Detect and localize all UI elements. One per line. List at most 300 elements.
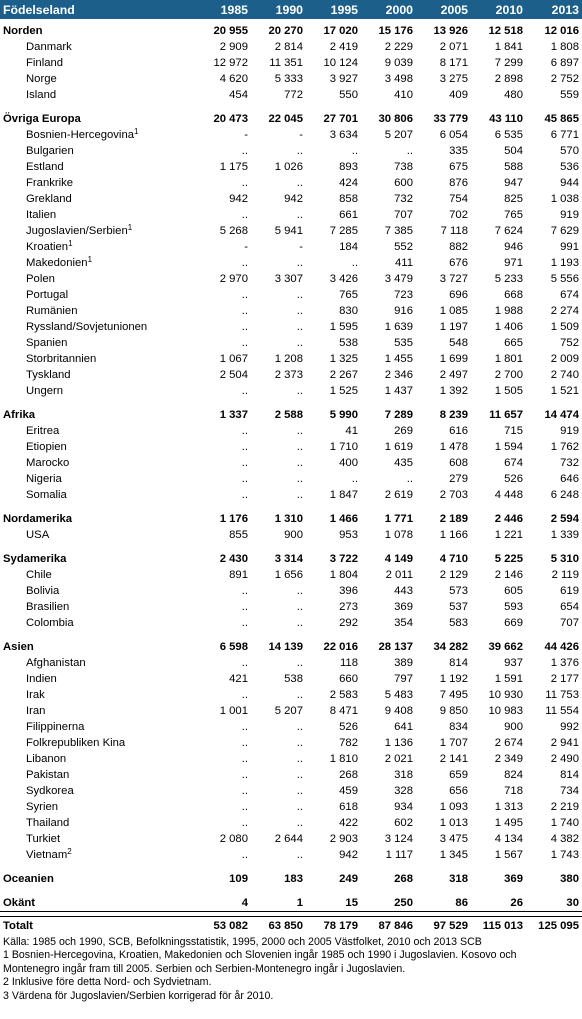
value-cell: 919 bbox=[560, 425, 579, 437]
row-label-text: Tyskland bbox=[26, 369, 71, 381]
country-row bbox=[0, 527, 582, 543]
value-cell: 608 bbox=[449, 457, 468, 469]
value-cell: 45 865 bbox=[544, 113, 579, 125]
value-cell: 605 bbox=[504, 585, 523, 597]
value-cell: 1 847 bbox=[329, 489, 358, 501]
header-year: 2013 bbox=[551, 2, 579, 17]
value-cell: .. bbox=[351, 257, 358, 269]
value-cell: 4 bbox=[196, 895, 251, 912]
value-cell: 1 221 bbox=[494, 529, 523, 541]
value-cell: .. bbox=[296, 385, 303, 397]
value-cell: .. bbox=[241, 785, 248, 797]
row-label bbox=[0, 719, 196, 735]
value-cell: 8 471 bbox=[329, 705, 358, 717]
value-cell: 855 bbox=[229, 529, 248, 541]
value-cell: 2 588 bbox=[274, 409, 303, 421]
value-cell: 2 419 bbox=[329, 41, 358, 53]
value-cell: 422 bbox=[339, 817, 358, 829]
country-row bbox=[0, 287, 582, 303]
value-cell: 1 026 bbox=[274, 161, 303, 173]
country-row bbox=[0, 847, 582, 863]
value-cell: 7 385 bbox=[384, 225, 413, 237]
value-cell: 2 941 bbox=[550, 737, 579, 749]
value-cell: 7 289 bbox=[384, 409, 413, 421]
value-cell: 4 134 bbox=[494, 833, 523, 845]
row-label bbox=[0, 639, 196, 655]
value-cell: 1 193 bbox=[550, 257, 579, 269]
value-cell: 876 bbox=[449, 177, 468, 189]
country-row bbox=[0, 783, 582, 799]
value-cell: 7 118 bbox=[440, 225, 468, 237]
value-cell: 2 674 bbox=[494, 737, 523, 749]
value-cell: 1 038 bbox=[550, 193, 579, 205]
value-cell: .. bbox=[406, 145, 413, 157]
value-cell: 9 850 bbox=[439, 705, 468, 717]
country-row bbox=[0, 191, 582, 207]
value-cell: 2 903 bbox=[329, 833, 358, 845]
value-cell: 5 310 bbox=[550, 553, 579, 565]
row-label-text: Portugal bbox=[26, 289, 69, 301]
value-cell: .. bbox=[296, 817, 303, 829]
value-cell: 754 bbox=[449, 193, 468, 205]
value-cell: 380 bbox=[560, 873, 579, 885]
value-cell: 1 495 bbox=[494, 817, 523, 829]
row-label bbox=[0, 527, 196, 543]
value-cell: .. bbox=[241, 145, 248, 157]
row-label-text: Vietnam bbox=[26, 849, 68, 861]
value-cell: 22 045 bbox=[268, 113, 303, 125]
value-cell: 2 373 bbox=[274, 369, 303, 381]
value-cell: 616 bbox=[449, 425, 468, 437]
row-label bbox=[0, 439, 196, 455]
value-cell: 1 762 bbox=[550, 441, 579, 453]
header-year: 1995 bbox=[330, 2, 358, 17]
value-cell: .. bbox=[241, 289, 248, 301]
header-year: 1985 bbox=[220, 2, 248, 17]
value-cell: 335 bbox=[449, 145, 468, 157]
value-cell: 1 771 bbox=[384, 513, 413, 525]
country-row bbox=[0, 239, 582, 255]
row-label-text: Danmark bbox=[26, 41, 72, 53]
value-cell: 8 171 bbox=[439, 57, 468, 69]
value-cell: 656 bbox=[449, 785, 468, 797]
footnote-line: 3 Värdena för Jugoslavien/Serbien korrigerad för år 2010. bbox=[3, 989, 274, 1002]
header-year: 2005 bbox=[440, 2, 468, 17]
value-cell: 3 275 bbox=[439, 73, 468, 85]
value-cell: .. bbox=[296, 769, 303, 781]
value-cell: 20 270 bbox=[268, 25, 303, 37]
value-cell: - bbox=[244, 241, 248, 253]
value-cell: 125 095 bbox=[526, 917, 582, 935]
value-cell: 39 662 bbox=[488, 641, 523, 653]
value-cell: 1 013 bbox=[439, 817, 468, 829]
value-cell: .. bbox=[241, 425, 248, 437]
row-label bbox=[0, 207, 196, 223]
unknown-row bbox=[0, 895, 582, 912]
value-cell: 718 bbox=[504, 785, 523, 797]
value-cell: 1 392 bbox=[439, 385, 468, 397]
value-cell: 14 474 bbox=[544, 409, 579, 421]
value-cell: 5 333 bbox=[274, 73, 303, 85]
value-cell: 1 337 bbox=[219, 409, 248, 421]
row-label-text: Afghanistan bbox=[26, 657, 86, 669]
country-row bbox=[0, 255, 582, 271]
value-cell: 12 972 bbox=[213, 57, 248, 69]
row-label-text: Libanon bbox=[26, 753, 67, 765]
value-cell: 916 bbox=[394, 305, 413, 317]
row-label-text: Norge bbox=[26, 73, 57, 85]
value-cell: .. bbox=[241, 753, 248, 765]
country-row bbox=[0, 687, 582, 703]
value-cell: 824 bbox=[504, 769, 523, 781]
value-cell: 409 bbox=[449, 89, 468, 101]
row-label-text: Etiopien bbox=[26, 441, 67, 453]
value-cell: 5 207 bbox=[384, 129, 413, 141]
country-row bbox=[0, 615, 582, 631]
row-label-text: Eritrea bbox=[26, 425, 60, 437]
value-cell: 1 136 bbox=[384, 737, 413, 749]
row-label-text: Grekland bbox=[26, 193, 72, 205]
value-cell: 1 478 bbox=[439, 441, 468, 453]
value-cell: 830 bbox=[339, 305, 358, 317]
value-cell: 1 710 bbox=[329, 441, 358, 453]
value-cell: 588 bbox=[504, 161, 523, 173]
value-cell: 536 bbox=[560, 161, 579, 173]
row-label-text: Turkiet bbox=[26, 833, 61, 845]
value-cell: 249 bbox=[339, 873, 358, 885]
row-label bbox=[0, 287, 196, 303]
value-cell: 2 129 bbox=[439, 569, 468, 581]
row-label-text: Oceanien bbox=[3, 873, 54, 885]
row-label bbox=[0, 191, 196, 207]
row-label bbox=[0, 303, 196, 319]
table-header bbox=[0, 0, 582, 19]
value-cell: 10 124 bbox=[323, 57, 358, 69]
value-cell: 765 bbox=[339, 289, 358, 301]
value-cell: 782 bbox=[339, 737, 358, 749]
value-cell: 946 bbox=[504, 241, 523, 253]
value-cell: .. bbox=[296, 457, 303, 469]
value-cell: 2 490 bbox=[550, 753, 579, 765]
value-cell: 891 bbox=[229, 569, 248, 581]
value-cell: 12 518 bbox=[488, 25, 523, 37]
value-cell: - bbox=[299, 129, 303, 141]
value-cell: 5 207 bbox=[274, 705, 303, 717]
country-row bbox=[0, 335, 582, 351]
row-label bbox=[0, 599, 196, 615]
row-label bbox=[0, 471, 196, 487]
value-cell: 1 656 bbox=[274, 569, 303, 581]
value-cell: 5 233 bbox=[494, 273, 523, 285]
value-cell: 11 554 bbox=[545, 705, 579, 717]
value-cell: 2 504 bbox=[219, 369, 248, 381]
value-cell: 3 479 bbox=[384, 273, 413, 285]
value-cell: 115 013 bbox=[471, 917, 526, 935]
value-cell: 34 282 bbox=[433, 641, 468, 653]
value-cell: 1 804 bbox=[329, 569, 358, 581]
value-cell: .. bbox=[296, 585, 303, 597]
value-cell: 674 bbox=[504, 457, 523, 469]
value-cell: 1 175 bbox=[219, 161, 248, 173]
value-cell: 654 bbox=[560, 601, 579, 613]
value-cell: 1 594 bbox=[494, 441, 523, 453]
row-label-text: Italien bbox=[26, 209, 57, 221]
row-label-text: Bolivia bbox=[26, 585, 60, 597]
row-label bbox=[0, 583, 196, 599]
row-label-text: Polen bbox=[26, 273, 55, 285]
value-cell: 15 176 bbox=[378, 25, 413, 37]
value-cell: 882 bbox=[449, 241, 468, 253]
value-cell: 268 bbox=[394, 873, 413, 885]
value-cell: 7 624 bbox=[494, 225, 523, 237]
value-cell: 11 753 bbox=[545, 689, 579, 701]
row-label bbox=[0, 87, 196, 103]
value-cell: 2 141 bbox=[439, 753, 468, 765]
row-label bbox=[0, 767, 196, 783]
row-label bbox=[0, 383, 196, 399]
value-cell: 2 898 bbox=[494, 73, 523, 85]
value-cell: 2 752 bbox=[550, 73, 579, 85]
value-cell: 12 016 bbox=[544, 25, 579, 37]
value-cell: 10 930 bbox=[488, 689, 523, 701]
value-cell: 1 619 bbox=[384, 441, 413, 453]
value-cell: .. bbox=[351, 473, 358, 485]
country-row bbox=[0, 655, 582, 671]
value-cell: 30 bbox=[526, 895, 582, 912]
value-cell: .. bbox=[241, 657, 248, 669]
value-cell: 44 426 bbox=[544, 641, 579, 653]
row-label bbox=[0, 783, 196, 799]
value-cell: 33 779 bbox=[433, 113, 468, 125]
row-label bbox=[0, 551, 196, 567]
value-cell: 2 594 bbox=[550, 513, 579, 525]
value-cell: 2 011 bbox=[385, 569, 413, 581]
row-label bbox=[0, 487, 196, 503]
value-cell: 183 bbox=[284, 873, 303, 885]
value-cell: 118 bbox=[339, 657, 358, 669]
row-label bbox=[0, 335, 196, 351]
value-cell: 2 446 bbox=[494, 513, 523, 525]
row-label-text: Asien bbox=[3, 641, 34, 653]
value-cell: .. bbox=[296, 425, 303, 437]
value-cell: 15 bbox=[306, 895, 361, 912]
row-label bbox=[0, 511, 196, 527]
row-label-text: Afrika bbox=[3, 409, 36, 421]
value-cell: 3 722 bbox=[329, 553, 358, 565]
value-cell: 2 619 bbox=[384, 489, 413, 501]
value-cell: .. bbox=[296, 721, 303, 733]
value-cell: 269 bbox=[394, 425, 413, 437]
value-cell: 2 267 bbox=[329, 369, 358, 381]
value-cell: 1 699 bbox=[439, 353, 468, 365]
country-row bbox=[0, 799, 582, 815]
country-row bbox=[0, 223, 582, 239]
value-cell: 5 225 bbox=[494, 553, 523, 565]
country-row bbox=[0, 815, 582, 831]
value-cell: .. bbox=[296, 657, 303, 669]
value-cell: .. bbox=[241, 321, 248, 333]
value-cell: - bbox=[299, 241, 303, 253]
row-label bbox=[0, 407, 196, 423]
value-cell: .. bbox=[296, 753, 303, 765]
value-cell: 6 535 bbox=[494, 129, 523, 141]
row-label-text: Pakistan bbox=[26, 769, 70, 781]
row-label-text: Filippinerna bbox=[26, 721, 85, 733]
row-label bbox=[0, 255, 196, 271]
value-cell: 674 bbox=[560, 289, 579, 301]
row-label-text: Sydkorea bbox=[26, 785, 74, 797]
value-cell: 6 771 bbox=[550, 129, 579, 141]
value-cell: 411 bbox=[394, 257, 413, 269]
value-cell: 2 700 bbox=[494, 369, 523, 381]
value-cell: .. bbox=[296, 321, 303, 333]
row-label-text: Storbritannien bbox=[26, 353, 97, 365]
country-row bbox=[0, 703, 582, 719]
value-cell: .. bbox=[296, 473, 303, 485]
value-cell: 715 bbox=[504, 425, 523, 437]
row-label bbox=[0, 671, 196, 687]
country-row bbox=[0, 831, 582, 847]
value-cell: 646 bbox=[560, 473, 579, 485]
row-label-text: Island bbox=[26, 89, 57, 101]
country-row bbox=[0, 583, 582, 599]
value-cell: 7 495 bbox=[439, 689, 468, 701]
value-cell: 10 983 bbox=[488, 705, 523, 717]
value-cell: 3 307 bbox=[274, 273, 303, 285]
value-cell: 2 346 bbox=[384, 369, 413, 381]
value-cell: 443 bbox=[394, 585, 413, 597]
value-cell: 13 926 bbox=[433, 25, 468, 37]
value-cell: 328 bbox=[394, 785, 413, 797]
row-label-text: Iran bbox=[26, 705, 46, 717]
row-label-text: Estland bbox=[26, 161, 64, 173]
value-cell: 5 483 bbox=[384, 689, 413, 701]
country-row bbox=[0, 351, 582, 367]
value-cell: 2 583 bbox=[329, 689, 358, 701]
value-cell: 797 bbox=[394, 673, 413, 685]
value-cell: 3 124 bbox=[384, 833, 413, 845]
row-label-text: Spanien bbox=[26, 337, 68, 349]
value-cell: 292 bbox=[339, 617, 358, 629]
value-cell: 53 082 bbox=[196, 917, 251, 935]
value-cell: 30 806 bbox=[378, 113, 413, 125]
value-cell: 814 bbox=[560, 769, 579, 781]
country-row bbox=[0, 207, 582, 223]
value-cell: 593 bbox=[504, 601, 523, 613]
value-cell: 2 497 bbox=[439, 369, 468, 381]
row-label bbox=[0, 847, 196, 863]
row-label bbox=[0, 159, 196, 175]
row-label-text: Nigeria bbox=[26, 473, 62, 485]
value-cell: 63 850 bbox=[251, 917, 306, 935]
country-row bbox=[0, 367, 582, 383]
country-row bbox=[0, 487, 582, 503]
value-cell: 17 020 bbox=[323, 25, 358, 37]
value-cell: 1 166 bbox=[439, 529, 468, 541]
spacer-row bbox=[0, 631, 582, 639]
footnote-marker: 2 bbox=[67, 847, 72, 856]
row-label bbox=[0, 567, 196, 583]
value-cell: 2 349 bbox=[494, 753, 523, 765]
value-cell: 944 bbox=[560, 177, 579, 189]
value-cell: 825 bbox=[504, 193, 523, 205]
value-cell: 814 bbox=[449, 657, 468, 669]
value-cell: 318 bbox=[394, 769, 413, 781]
value-cell: 1 810 bbox=[329, 753, 358, 765]
value-cell: 1 988 bbox=[494, 305, 523, 317]
value-cell: 4 710 bbox=[439, 553, 468, 565]
value-cell: .. bbox=[241, 801, 248, 813]
value-cell: 11 657 bbox=[489, 409, 523, 421]
spacer-row bbox=[0, 863, 582, 871]
row-label-text: Nordamerika bbox=[3, 513, 73, 525]
value-cell: 1 325 bbox=[329, 353, 358, 365]
value-cell: 2 219 bbox=[550, 801, 579, 813]
value-cell: .. bbox=[241, 441, 248, 453]
row-label-text: Okänt bbox=[3, 897, 36, 909]
value-cell: 421 bbox=[229, 673, 248, 685]
spacer-row bbox=[0, 399, 582, 407]
value-cell: 971 bbox=[504, 257, 523, 269]
value-cell: .. bbox=[241, 721, 248, 733]
row-label-text: Makedonien bbox=[26, 257, 88, 269]
value-cell: 1 376 bbox=[550, 657, 579, 669]
value-cell: 6 897 bbox=[550, 57, 579, 69]
footnote-marker: 1 bbox=[127, 223, 133, 232]
value-cell: 28 137 bbox=[378, 641, 413, 653]
value-cell: 11 351 bbox=[269, 57, 303, 69]
value-cell: 6 054 bbox=[439, 129, 468, 141]
country-row bbox=[0, 87, 582, 103]
value-cell: 2 430 bbox=[219, 553, 248, 565]
value-cell: 2 021 bbox=[384, 753, 413, 765]
value-cell: 618 bbox=[339, 801, 358, 813]
value-cell: .. bbox=[241, 489, 248, 501]
value-cell: 6 598 bbox=[219, 641, 248, 653]
value-cell: 1 192 bbox=[439, 673, 468, 685]
value-cell: 1 567 bbox=[494, 849, 523, 861]
footnote-line: 2 Inklusive före detta Nord- och Sydvietnam. bbox=[3, 976, 212, 989]
value-cell: 600 bbox=[394, 177, 413, 189]
value-cell: 4 382 bbox=[550, 833, 579, 845]
row-label bbox=[0, 655, 196, 671]
value-cell: 942 bbox=[284, 193, 303, 205]
value-cell: 696 bbox=[449, 289, 468, 301]
value-cell: 991 bbox=[560, 241, 579, 253]
value-cell: 22 016 bbox=[323, 641, 358, 653]
value-cell: 641 bbox=[394, 721, 413, 733]
value-cell: 1 801 bbox=[494, 353, 523, 365]
value-cell: .. bbox=[241, 385, 248, 397]
value-cell: 3 727 bbox=[439, 273, 468, 285]
value-cell: 14 139 bbox=[268, 641, 303, 653]
value-cell: .. bbox=[241, 817, 248, 829]
value-cell: 435 bbox=[394, 457, 413, 469]
value-cell: 765 bbox=[504, 209, 523, 221]
value-cell: 942 bbox=[229, 193, 248, 205]
value-cell: 2 189 bbox=[439, 513, 468, 525]
value-cell: 8 239 bbox=[439, 409, 468, 421]
value-cell: 279 bbox=[449, 473, 468, 485]
country-row bbox=[0, 455, 582, 471]
row-label-text: Brasilien bbox=[26, 601, 70, 613]
value-cell: 7 285 bbox=[329, 225, 358, 237]
country-row bbox=[0, 39, 582, 55]
row-label bbox=[0, 735, 196, 751]
value-cell: 900 bbox=[504, 721, 523, 733]
row-label-text: Kroatien bbox=[26, 241, 69, 253]
value-cell: 752 bbox=[560, 337, 579, 349]
